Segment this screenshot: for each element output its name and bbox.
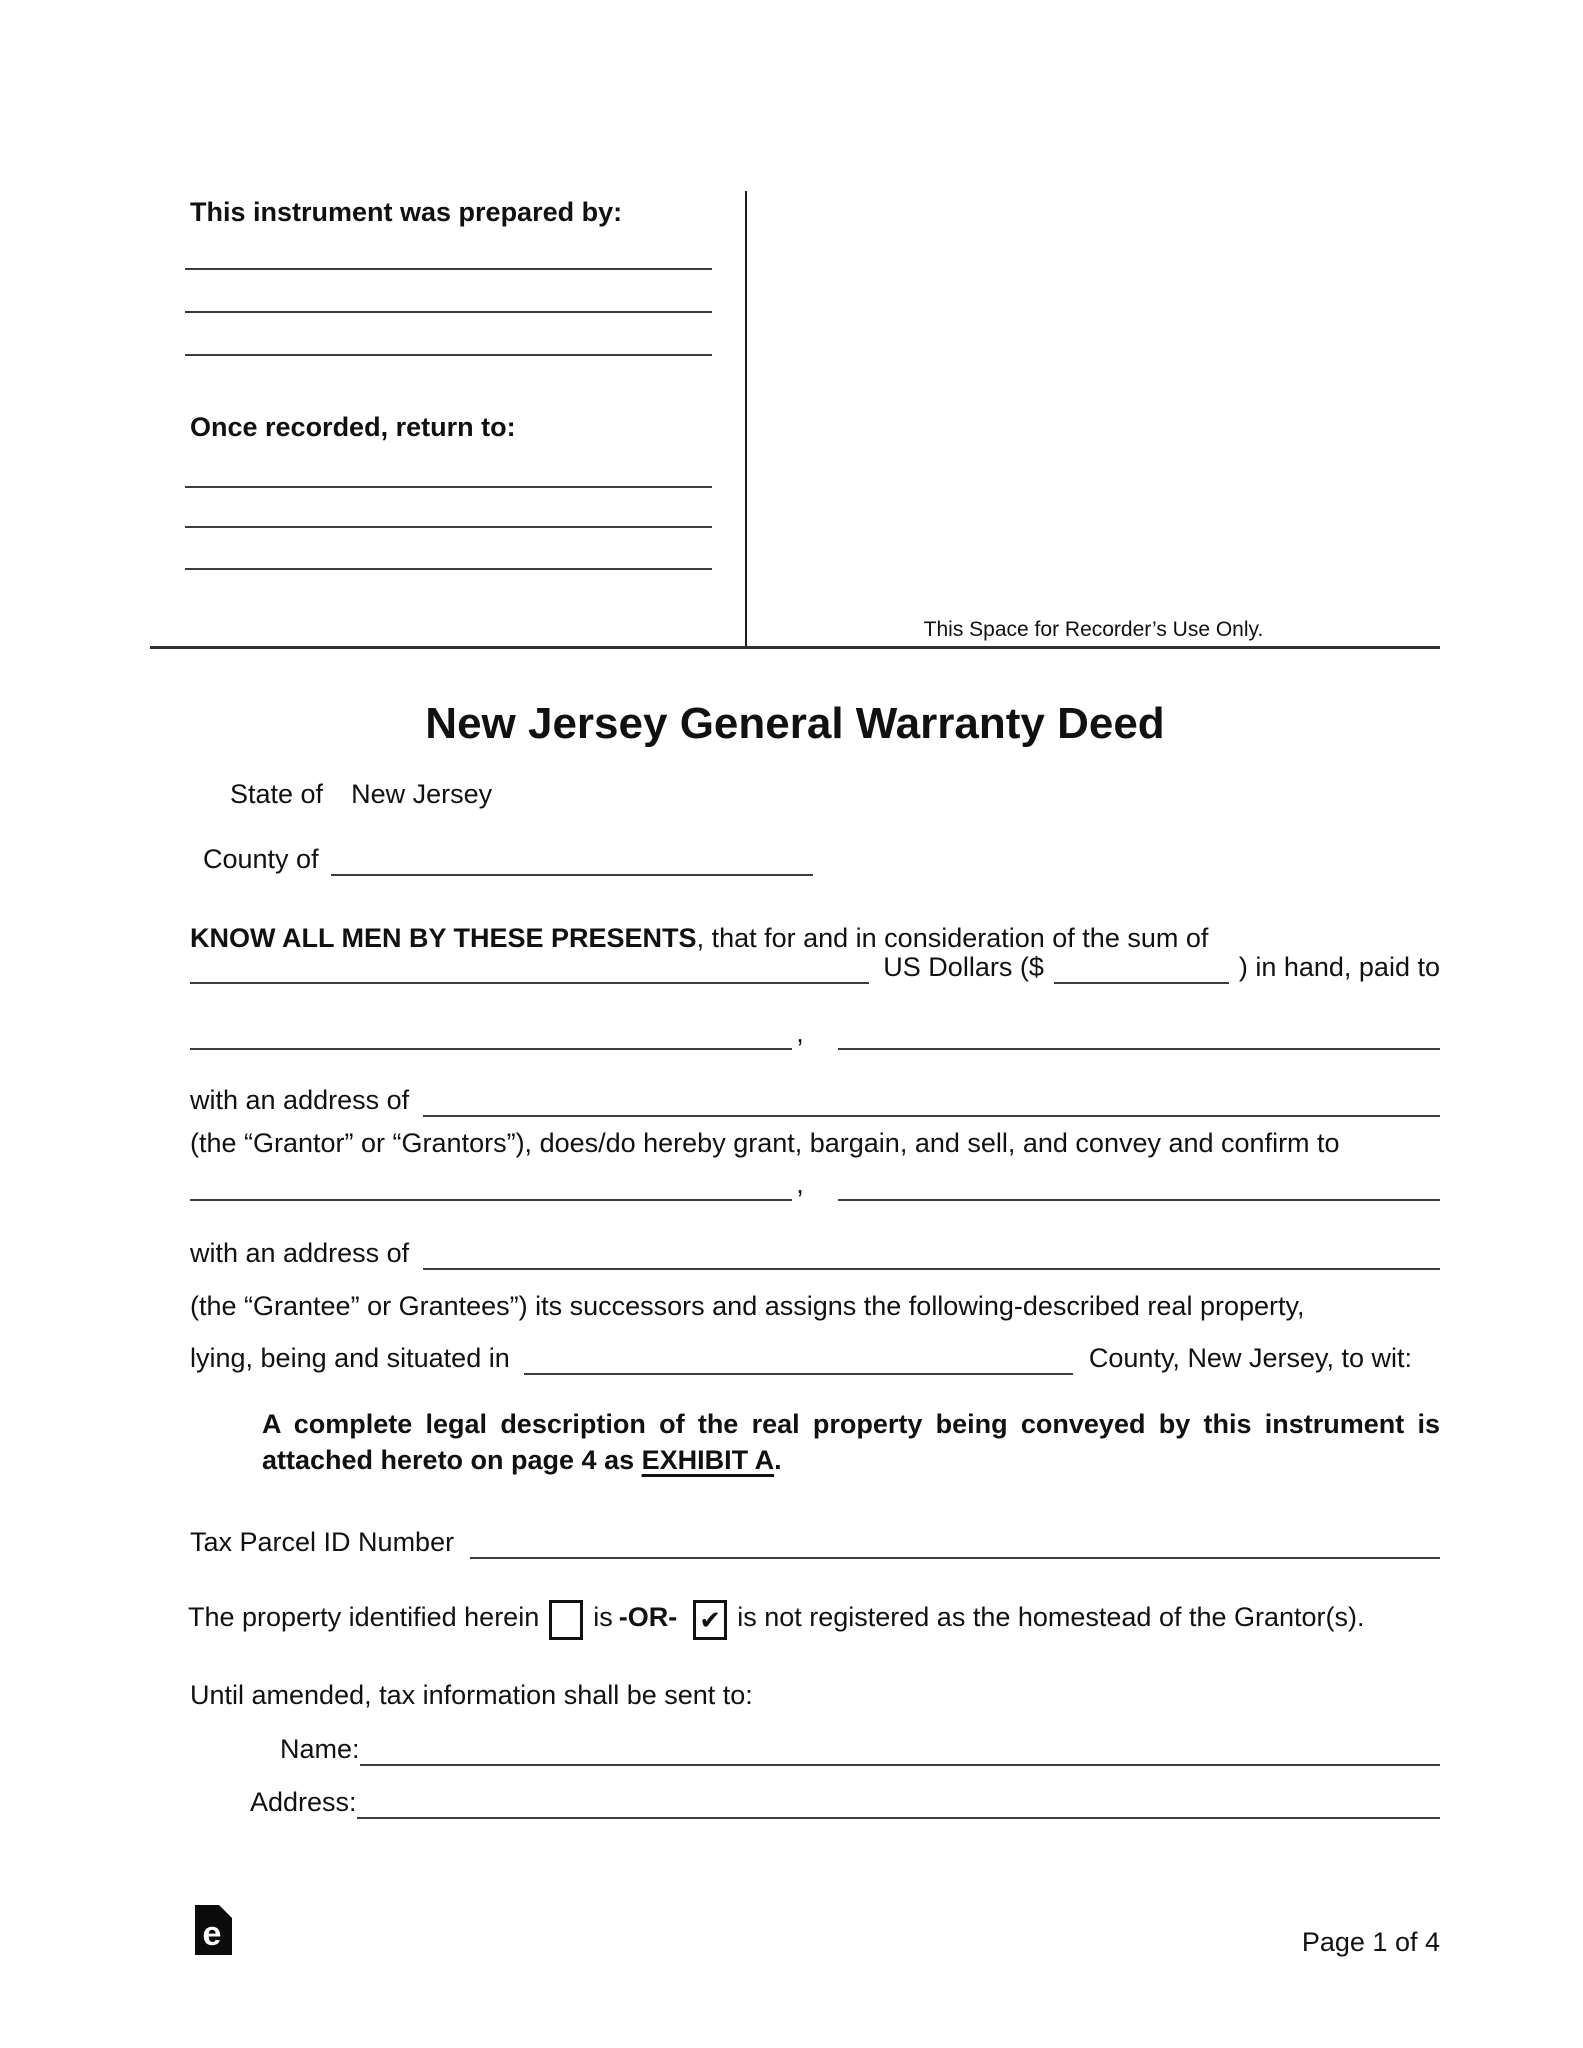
homestead-is-label: is xyxy=(593,1602,613,1632)
logo-letter: e xyxy=(202,1915,222,1953)
prepared-by-line-2[interactable] xyxy=(185,311,712,313)
check-icon: ✔ xyxy=(699,1605,722,1635)
county-input-line[interactable] xyxy=(331,842,813,876)
grantee-names-row xyxy=(150,1167,1440,1201)
tax-address-line[interactable] xyxy=(357,1785,1440,1819)
grantee-name-separator: , xyxy=(796,1169,804,1199)
homestead-prefix-text: The property identified herein xyxy=(188,1602,540,1632)
homestead-row xyxy=(150,1594,1440,1634)
prepared-by-line-1[interactable] xyxy=(185,268,712,270)
presents-rest-text: , that for and in consideration of the sum of xyxy=(696,923,1209,953)
return-to-line-2[interactable] xyxy=(185,526,712,528)
state-value: New Jersey xyxy=(351,779,493,809)
recorder-header-left-column xyxy=(150,191,747,646)
grantee-name-line-2[interactable] xyxy=(838,1167,1440,1201)
presents-bold-text: KNOW ALL MEN BY THESE PRESENTS xyxy=(190,923,697,953)
county-row xyxy=(150,842,1440,876)
page-number: Page 1 of 4 xyxy=(1301,1927,1440,1957)
county-label: County of xyxy=(203,844,319,874)
grantor-name-line-2[interactable] xyxy=(838,1016,1440,1050)
situated-row xyxy=(150,1341,1440,1375)
grantor-clause-row xyxy=(150,1126,1440,1160)
amount-numeric-line[interactable] xyxy=(1054,950,1229,984)
grantee-address-line[interactable] xyxy=(423,1236,1440,1270)
tax-info-row xyxy=(150,1678,1440,1712)
situated-suffix: County, New Jersey, to wit: xyxy=(1088,1343,1412,1373)
in-hand-label: ) in hand, paid to xyxy=(1238,952,1440,982)
sum-written-line[interactable] xyxy=(190,950,869,984)
grantor-address-line[interactable] xyxy=(423,1083,1440,1117)
tax-name-line[interactable] xyxy=(360,1732,1440,1766)
return-to-line-3[interactable] xyxy=(185,568,712,570)
tax-parcel-line[interactable] xyxy=(470,1525,1440,1559)
grantee-address-row xyxy=(150,1236,1440,1270)
homestead-suffix-text: is not registered as the homestead of the Grantor(s). xyxy=(737,1602,1365,1632)
tax-name-label: Name: xyxy=(280,1734,360,1764)
homestead-or-label: -OR- xyxy=(618,1602,678,1632)
us-dollars-label: US Dollars ($ xyxy=(883,952,1044,982)
recorder-header xyxy=(150,191,1440,649)
page-title: New Jersey General Warranty Deed xyxy=(425,699,1165,748)
homestead-registered-checkbox[interactable] xyxy=(549,1600,583,1640)
return-to-label: Once recorded, return to: xyxy=(190,412,516,442)
grantor-name-line-1[interactable] xyxy=(190,1016,792,1050)
grantee-name-line-1[interactable] xyxy=(190,1167,792,1201)
prepared-by-line-3[interactable] xyxy=(185,354,712,356)
tax-address-label: Address: xyxy=(250,1787,357,1817)
tax-address-row xyxy=(150,1785,1440,1819)
exhibit-text: A complete legal description of the real property being conveyed by this instrument is attached hereto on page 4 as xyxy=(262,1409,1440,1475)
tax-parcel-row xyxy=(150,1525,1440,1559)
exhibit-period: . xyxy=(774,1445,782,1475)
prepared-by-label: This instrument was prepared by: xyxy=(190,197,623,227)
exhibit-a-reference: EXHIBIT A xyxy=(641,1445,775,1475)
situated-label: lying, being and situated in xyxy=(190,1343,510,1373)
grantor-names-row xyxy=(150,1016,1440,1050)
state-label: State of xyxy=(230,779,324,809)
grantee-clause-text: (the “Grantee” or Grantees”) its successors and assigns the following-described real property, xyxy=(190,1291,1305,1321)
grantor-address-label: with an address of xyxy=(190,1085,410,1115)
tax-parcel-label: Tax Parcel ID Number xyxy=(190,1527,455,1557)
grantor-name-separator: , xyxy=(796,1018,804,1048)
state-row xyxy=(150,777,1440,811)
recorder-use-area xyxy=(747,191,1440,646)
eforms-document-icon xyxy=(195,1905,232,1955)
exhibit-paragraph xyxy=(262,1406,1440,1478)
grantee-clause-row xyxy=(150,1289,1440,1323)
return-to-line-1[interactable] xyxy=(185,486,712,488)
homestead-not-registered-checkbox[interactable] xyxy=(693,1600,727,1640)
grantee-address-label: with an address of xyxy=(190,1238,410,1268)
dollars-row xyxy=(150,950,1440,984)
recorder-note: This Space for Recorder’s Use Only. xyxy=(923,618,1264,641)
tax-name-row xyxy=(150,1732,1440,1766)
situated-county-line[interactable] xyxy=(524,1341,1073,1375)
grantor-clause-text: (the “Grantor” or “Grantors”), does/do hereby grant, bargain, and sell, and convey and confirm to xyxy=(190,1128,1340,1158)
grantor-address-row xyxy=(150,1083,1440,1117)
tax-info-label: Until amended, tax information shall be sent to: xyxy=(190,1680,753,1710)
